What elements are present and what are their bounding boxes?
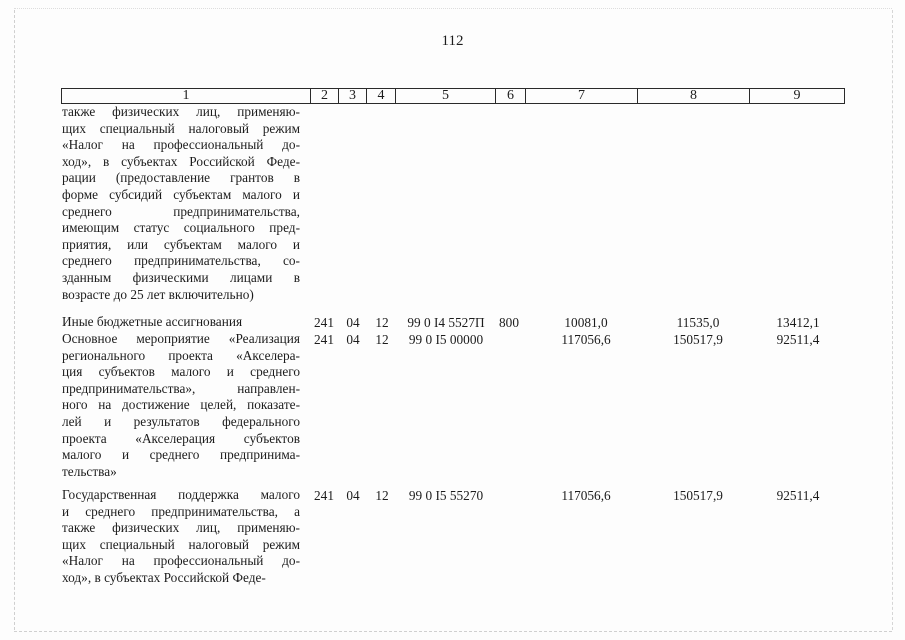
description-line: форме субсидий субъектам малого и	[62, 186, 300, 202]
cell-col8: 150517,9	[673, 332, 723, 347]
description-line: ход», в субъектах Российской Феде-	[62, 569, 266, 585]
description-line: регионального проекта «Акселера-	[62, 347, 300, 363]
cell-col9: 92511,4	[776, 488, 820, 503]
cell-col9: 13412,1	[776, 315, 820, 330]
description-line: Основное мероприятие «Реализация	[62, 331, 300, 346]
description-line: также физических лиц, применяю-	[62, 520, 300, 536]
description-line: «Налог на профессиональный до-	[62, 137, 300, 153]
cell-col7: 10081,0	[564, 315, 608, 330]
description-line: приятия, или субъектам малого и	[62, 236, 300, 252]
description-line: среднего предпринимательства,	[62, 203, 300, 219]
description-line: щих специальный налоговый режим	[62, 120, 300, 136]
description-line: Государственная поддержка малого	[62, 487, 300, 502]
column-header-table	[61, 88, 845, 104]
scan-edge-top	[14, 8, 892, 9]
description-line: зданным физическими лицами в	[62, 269, 300, 285]
description-line: ция субъектов малого и среднего	[62, 364, 300, 380]
cell-col5: 99 0 I4 5527П	[407, 315, 485, 330]
description-line: Иные бюджетные ассигнования	[62, 314, 243, 329]
cell-col2: 241	[314, 315, 334, 330]
column-header-4: 4	[367, 89, 396, 104]
cell-col5: 99 0 I5 55270	[408, 488, 484, 503]
cell-col8: 150517,9	[673, 488, 723, 503]
table-row-main-activity	[0, 331, 905, 348]
description-line: малого и среднего предпринима-	[62, 447, 300, 463]
cell-col7: 117056,6	[561, 488, 611, 503]
description-line: тельства»	[62, 463, 117, 479]
cell-col2: 241	[314, 332, 334, 347]
cell-col5: 99 0 I5 00000	[408, 332, 484, 347]
cell-col4: 12	[375, 332, 389, 347]
column-header-row	[62, 89, 845, 104]
description-line: проекта «Акселерация субъектов	[62, 430, 300, 446]
cell-col3: 04	[346, 332, 360, 347]
description-main-activity	[62, 331, 300, 480]
description-line: возрасте до 25 лет включительно)	[62, 286, 254, 302]
column-header-3: 3	[339, 89, 367, 104]
page-number: 112	[441, 33, 464, 49]
column-header-7: 7	[526, 89, 638, 104]
description-line: предпринимательства», направлен-	[62, 380, 300, 396]
description-line: ход», в субъектах Российской Феде-	[62, 153, 300, 169]
cell-col9: 92511,4	[776, 332, 820, 347]
column-header-9: 9	[750, 89, 845, 104]
column-header-8: 8	[638, 89, 750, 104]
cell-col2: 241	[314, 488, 334, 503]
description-line: щих специальный налоговый режим	[62, 536, 300, 552]
description-line: также физических лиц, применяю-	[62, 104, 300, 119]
column-header-5: 5	[396, 89, 496, 104]
column-header-6: 6	[496, 89, 526, 104]
column-header-1: 1	[62, 89, 311, 104]
description-line: ного на достижение целей, показате-	[62, 397, 300, 413]
cell-col6: 800	[499, 315, 519, 330]
description-line: имеющим статус социального пред-	[62, 220, 300, 236]
cell-col3: 04	[346, 488, 360, 503]
cell-col8: 11535,0	[676, 315, 720, 330]
column-header-2: 2	[311, 89, 339, 104]
description-continued	[62, 104, 300, 303]
description-line: «Налог на профессиональный до-	[62, 553, 300, 569]
cell-col3: 04	[346, 315, 360, 330]
cell-col7: 117056,6	[561, 332, 611, 347]
scan-edge-bottom	[14, 631, 892, 632]
description-line: среднего предпринимательства, со-	[62, 253, 300, 269]
description-line: и среднего предпринимательства, а	[62, 503, 300, 519]
description-line: лей и результатов федерального	[62, 413, 300, 429]
table-row-other-budget	[0, 314, 905, 331]
description-line: рации (предоставление грантов в	[62, 170, 300, 186]
cell-col4: 12	[375, 488, 389, 503]
table-row-state-support	[0, 487, 905, 504]
cell-col4: 12	[375, 315, 389, 330]
